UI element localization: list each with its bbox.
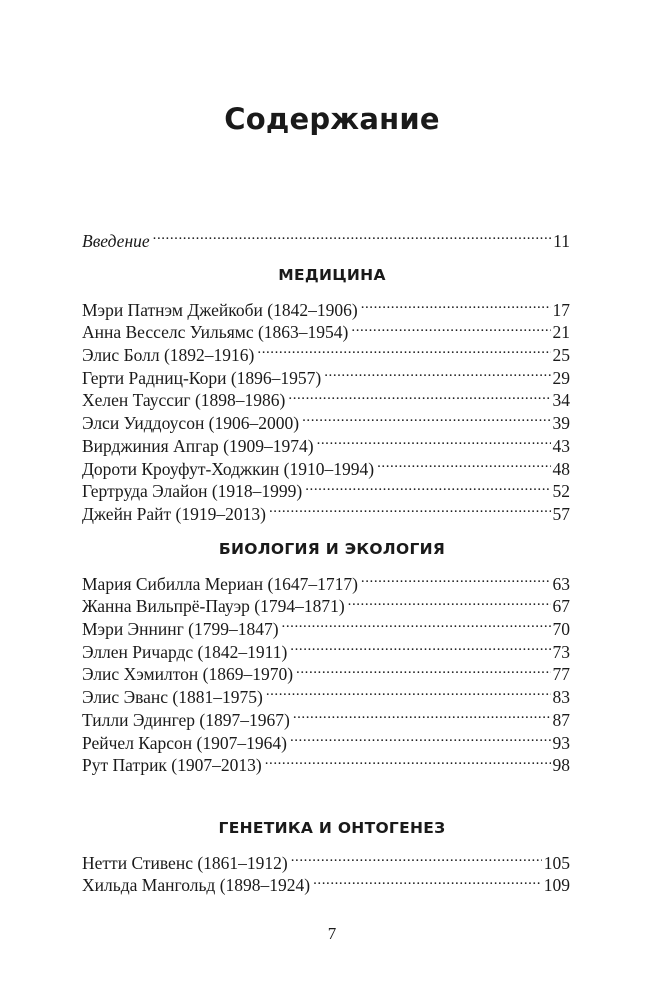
toc-entry-label: Рейчел Карсон (1907–1964) bbox=[82, 732, 287, 753]
dot-leader bbox=[290, 726, 551, 749]
toc-entry-page: 109 bbox=[543, 875, 570, 896]
toc-entry-page: 98 bbox=[552, 755, 570, 776]
dot-leader bbox=[282, 612, 551, 635]
toc-entry-page: 105 bbox=[543, 852, 570, 873]
dot-leader bbox=[265, 749, 551, 772]
toc-entry-label: Мария Сибилла Мериан (1647–1717) bbox=[82, 573, 358, 594]
dot-leader bbox=[377, 452, 550, 475]
dot-leader bbox=[317, 429, 551, 452]
toc-entry-label: Элис Эванс (1881–1975) bbox=[82, 687, 263, 708]
toc-entry-label: Элси Уиддоусон (1906–2000) bbox=[82, 413, 300, 434]
section-entries bbox=[82, 567, 570, 776]
section-heading: МЕДИЦИНА bbox=[278, 266, 386, 284]
toc-entry-label: Джейн Райт (1919–2013) bbox=[82, 503, 266, 524]
toc-entry-page: 52 bbox=[552, 481, 570, 502]
dot-leader bbox=[296, 658, 550, 681]
section-entries bbox=[82, 293, 570, 524]
toc-entry-label: Жанна Вильпрё-Пауэр (1794–1871) bbox=[82, 596, 345, 617]
toc-entry-label: Введение bbox=[82, 230, 150, 251]
toc-entry[interactable] bbox=[82, 567, 570, 594]
toc-entry-label: Мэри Эннинг (1799–1847) bbox=[82, 619, 279, 640]
dot-leader bbox=[291, 846, 542, 869]
dot-leader bbox=[288, 384, 550, 407]
dot-leader bbox=[266, 680, 551, 703]
dot-leader bbox=[153, 224, 551, 247]
dot-leader bbox=[293, 703, 551, 726]
dot-leader bbox=[290, 635, 550, 658]
toc-entry-label: Хелен Тауссиг (1898–1986) bbox=[82, 390, 286, 411]
toc-entry-page: 39 bbox=[552, 413, 570, 434]
toc-entry-label: Дороти Кроуфут-Ходжкин (1910–1994) bbox=[82, 458, 375, 479]
page-number: 7 bbox=[327, 924, 337, 943]
toc-entry-label: Тилли Эдингер (1897–1967) bbox=[82, 709, 290, 730]
dot-leader bbox=[313, 869, 542, 892]
toc-entry-page: 87 bbox=[552, 709, 570, 730]
toc-entry-page: 77 bbox=[552, 664, 570, 685]
toc-entry-label: Хильда Мангольд (1898–1924) bbox=[82, 875, 311, 896]
toc-entry-page: 70 bbox=[552, 619, 570, 640]
toc-entry-label: Элис Хэмилтон (1869–1970) bbox=[82, 664, 294, 685]
toc-entry-label: Мэри Патнэм Джейкоби (1842–1906) bbox=[82, 299, 358, 320]
toc-entry-label: Нетти Стивенс (1861–1912) bbox=[82, 852, 288, 873]
section-entries bbox=[82, 846, 570, 896]
dot-leader bbox=[351, 316, 550, 339]
toc-entry-page: 21 bbox=[552, 322, 570, 343]
dot-leader bbox=[361, 567, 551, 590]
dot-leader bbox=[257, 338, 550, 361]
toc-entry-page: 83 bbox=[552, 687, 570, 708]
toc-entry-page: 29 bbox=[552, 367, 570, 388]
toc-entry-label: Гертруда Элайон (1918–1999) bbox=[82, 481, 303, 502]
section-heading: БИОЛОГИЯ И ЭКОЛОГИЯ bbox=[218, 540, 446, 558]
intro-entry-block bbox=[82, 224, 570, 251]
toc-entry-page: 63 bbox=[552, 573, 570, 594]
toc-entry-label: Вирджиния Апгар (1909–1974) bbox=[82, 435, 314, 456]
toc-entry-page: 43 bbox=[552, 435, 570, 456]
dot-leader bbox=[361, 293, 551, 316]
toc-entry-label: Эллен Ричардс (1842–1911) bbox=[82, 641, 288, 662]
dot-leader bbox=[302, 406, 550, 429]
toc-entry[interactable] bbox=[82, 293, 570, 320]
toc-entry-intro[interactable] bbox=[82, 224, 570, 251]
dot-leader bbox=[348, 590, 551, 613]
toc-entry-page: 34 bbox=[552, 390, 570, 411]
page-title: Содержание bbox=[224, 102, 440, 136]
toc-entry-page: 25 bbox=[552, 345, 570, 366]
toc-entry-page: 57 bbox=[552, 503, 570, 524]
toc-entry-page: 73 bbox=[552, 641, 570, 662]
toc-entry-page: 93 bbox=[552, 732, 570, 753]
toc-entry-label: Элис Болл (1892–1916) bbox=[82, 345, 255, 366]
toc-entry-page: 11 bbox=[553, 230, 570, 251]
toc-entry-page: 67 bbox=[552, 596, 570, 617]
toc-entry[interactable] bbox=[82, 846, 570, 873]
toc-entry-label: Анна Весселс Уильямс (1863–1954) bbox=[82, 322, 349, 343]
toc-entry-label: Герти Радниц-Кори (1896–1957) bbox=[82, 367, 322, 388]
toc-entry-page: 17 bbox=[552, 299, 570, 320]
dot-leader bbox=[269, 497, 551, 520]
toc-entry-label: Рут Патрик (1907–2013) bbox=[82, 755, 262, 776]
section-heading: ГЕНЕТИКА И ОНТОГЕНЕЗ bbox=[218, 819, 446, 837]
dot-leader bbox=[324, 361, 550, 384]
dot-leader bbox=[305, 475, 550, 498]
toc-entry-page: 48 bbox=[552, 458, 570, 479]
